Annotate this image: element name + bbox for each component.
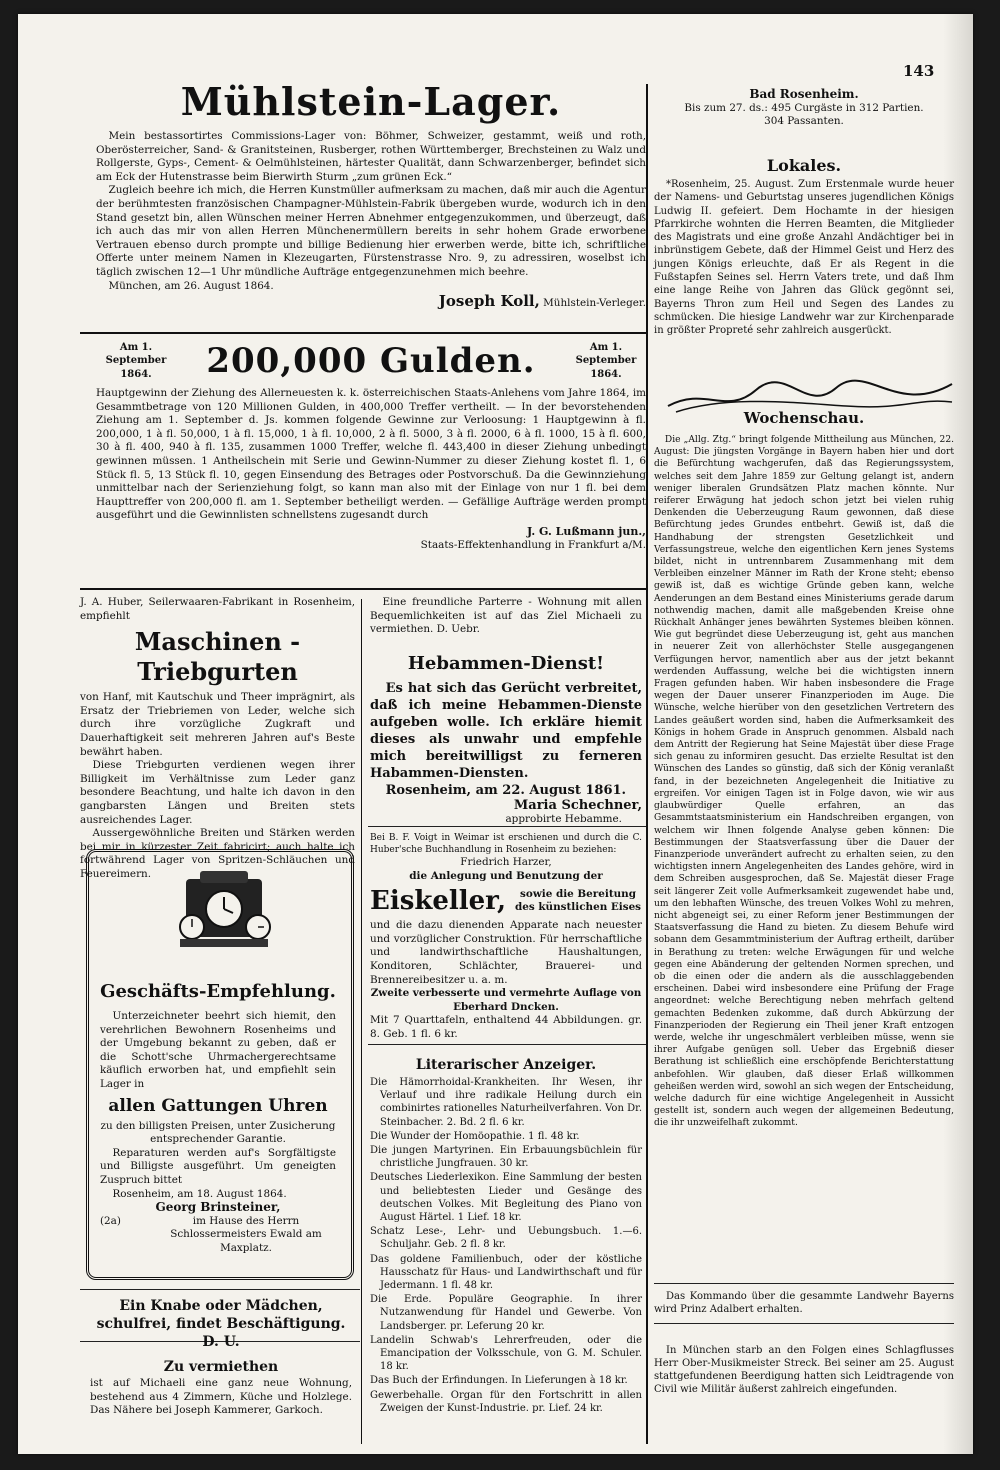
- lit-item: Das goldene Familienbuch, oder der köstliche Hausschatz für Haus- und Landwirthschaft und für Jedermann. 1 fl. 48 kr.: [370, 1253, 642, 1292]
- eiskeller-title-row: [370, 885, 642, 917]
- lit-item: Schatz Lese-, Lehr- und Uebungsbuch. 1.—6. Schuljahr. Geb. 2 fl. 8 kr.: [370, 1226, 642, 1251]
- rule-after-muehlstein: [80, 332, 646, 334]
- lit-item: Das Buch der Erfindungen. In Lieferungen à 18 kr.: [370, 1375, 628, 1387]
- gulden-left-date: Am 1. September 1864.: [105, 341, 167, 380]
- wohnung-text: Eine freundliche Parterre - Wohnung mit allen Bequemlichkeiten ist auf das Ziel Michaeli zu vermiethen. D. Uebr.: [370, 596, 642, 636]
- clock-illustration-icon: [170, 869, 278, 953]
- lit-item: Landelin Schwab's Lehrerfreuden, oder die Emancipation der Volksschule, von G. M. Schuler. 18 kr.: [370, 1334, 642, 1373]
- eiskeller-side: sowie die Bereitung des künstlichen Eises: [515, 887, 642, 914]
- muehlstein-paragraph-2: Zugleich beehre ich mich, die Herren Kunstmüller aufmerksam zu machen, daß mir auch die Agentur der berühmtesten französischen Champagner-Mühlstein-Fabrik übergeben wurde, wodurch ich in den Stand gesetzt bin, allen Wünschen meiner Herren Abnehmer entgegenzukommen, und überzeugt, daß ich auch das mir von allen Herren Münchenermüllern bereits in sehr hohem Grade erworbene Vertrauen ebenso durch prompte und billige Bedienung hier erwerben werde, bitte ich, schriftliche Offerte unter meinem Namen in Klezeugarten, Fürstenstrasse Nro. 9, zu adressiren, woselbst ich täglich zwischen 12—1 Uhr mündliche Aufträge entgegenzunehmen mich beehre.: [96, 184, 646, 278]
- huber-intro: J. A. Huber, Seilerwaaren-Fabrikant in Rosenheim, empfiehlt: [80, 596, 355, 622]
- bad-line2: 304 Passanten.: [764, 115, 844, 128]
- lokales-title: Lokales.: [766, 156, 842, 175]
- lit-item: Die Hämorrhoidal-Krankheiten. Ihr Wesen, ihr Verlauf und ihre radikale Heilung durch ein combinirtes rationelles Naturheilverfahren. Von Dr. Steinbacher. 2. Bd. 2 fl. 6 kr.: [370, 1077, 642, 1128]
- rule-after-eiskeller: [368, 1044, 646, 1045]
- wochenschau-paragraph-1: Die „Allg. Ztg.“ bringt folgende Mittheilung aus München, 22. August: Die jüngsten Vorgänge in Bayern haben hier und dort die Befürchtung wachgerufen, daß das Regierungssystem, welches seit dem Jahre 1859 zur Geltung gelangt ist, andern weniger liberalen Grundsätzen Platz machen könnte. Nur reiferer Erwägung hat jedoch schon jetzt bei vielen ruhig Denkenden die Ueberzeugung Raum gewonnen, daß diese Befürchtung jedes Grundes entbehrt. Gewiß ist, daß die Handhabung der strengsten Gesetzlichkeit und Verfassungstreue, welche den eigentlichen Kern jenes Systems bildet, nicht in untrennbarem Zusammenhang mit dem Verbleiben einzelner Männer im Rath der Krone steht; ebenso gewiß ist, daß es wichtige Gründe geben kann, welche Aenderungen an dem Bestand eines Ministeriums gerade darum nothwendig machen, damit alle maßgebenden Kreise ohne Rückhalt Anhänger jenes bewährten Systemes bleiben können. Wie gut begründet diese Ueberzeugung ist, geht aus manchen in neuerer Zeit von allerhöchster Stelle ausgegangenen Verfügungen hervor, namentlich aber aus der jetzt bekannt werdenden Auffassung, welche bei die wichtigsten innern Fragen gefunden haben. Wir haben insbesondere die Frage wegen der Dauer unserer Finanzperioden im Auge. Die Wünsche, welche hierüber von den gesetzlichen Vertretern des Landes geäußert worden sind, haben die Aufmerksamkeit des Königs in hohem Grade in Anspruch genommen. Alsbald nach dem Antritt der Regierung hat Seine Majestät über diese Frage sich genau zu informiren gesucht. Das erzielte Resultat ist den Wünschen des Landes so günstig, daß sich der König veranlaßt fand, in der bezeichneten Angelegenheit die Initiative zu ergreifen. Vor einigen Tagen ist in Folge davon, wie wir aus glaubwürdiger Quelle erfahren, an das Gesammtstaatsministerium ein Handschreiben ergangen, von welchem wir Ihnen folgende Analyse geben können: Die Bestimmungen der Staatsverfassung über die Dauer der Finanzperiode unverändert aufrecht zu erhalten seien, zu den wichtigsten innern Angelegenheiten des Landes gehöre, wird in dem Schreiben ausgesprochen, daß Se. Majestät dieser Frage seit längerer Zeit volle Aufmerksamkeit zugewendet habe und, um den lebhaften Wünsche, des treuen Volkes Wohl zu mehren, nicht abgeneigt sei, zu einer Reform jener Bestimmungen der Staatsverfassung die Hand zu bieten. Zu diesem Behufe wird sobann dem Gesammtministerium der Auftrag ertheilt, darüber in Berathung zu treten: welche Erwägungen für und welche gegen eine Abänderung der geltenden Normen sprechen, und ob die einen oder die andern als die ausschlaggebenden erscheinen. Dabei wird insbesondere eine Prüfung der Frage angeordnet: welche Berechtigung neben mehrfach geltend gemachten Bedenken zukomme, daß durch Abkürzung der Finanzperioden der Regierung ein Theil jener Kraft entzogen werde, welche ihr ungeschmälert verbleiben müsse, wenn sie ihrer Aufgabe genügen soll. Ueber das Ergebniß dieser Berathung ist schließlich eine erschöpfende Berichterstattung anbefohlen. Wir glauben, daß dieser Erlaß willkommen geheißen werden wird, sowohl an sich wegen der Entscheidung, welche dadurch für eine wichtige Angelegenheit in Aussicht gestellt ist, sondern auch wegen der allgemeinen Bedeutung, die ihr unzweifelhaft zukommt.: [654, 435, 954, 1129]
- column-rule-right: [646, 84, 648, 1444]
- eiskeller-intro: Bei B. F. Voigt in Weimar ist erschienen und durch die C. Huber'sche Buchhandlung in Rosenheim zu beziehen:: [370, 833, 642, 855]
- knabe-ad: [90, 1297, 352, 1351]
- bad-title: Bad Rosenheim.: [749, 87, 859, 101]
- vermiethen-ad: [90, 1357, 352, 1418]
- eiskeller-body: und die dazu dienenden Apparate nach neuester und vorzüglicher Construktion. Für herrschaftliche und landwirthschaftliche Haushaltungen, Konditoren, Schlächter, Brauerei- und Brennereibesitzer u. a. m.: [370, 919, 642, 986]
- literarischer-title: Literarischer Anzeiger.: [415, 1057, 597, 1073]
- bad-rosenheim: [654, 88, 954, 129]
- huber-paragraph-3: Aussergewöhnliche Breiten und Stärken werden bei mir in kürzester Zeit fabricirt; auch halte ich fortwährend Lager von Spritzen-Schläuchen und Feuereimern.: [80, 827, 355, 880]
- uhren-signature: Georg Brinsteiner,: [155, 1200, 281, 1215]
- lokales: [654, 154, 954, 338]
- column-rule-middle: [361, 599, 362, 1444]
- huber-paragraph-2: Diese Triebgurten verdienen wegen ihrer Billigkeit im Verhältnisse zum Leder ganz besondere Beachtung, und halte ich davon in den gangbarsten Längen und Breiten stets ausreichendes Lager.: [80, 759, 355, 826]
- gulden-title: 200,000 Gulden.: [206, 341, 536, 381]
- knabe-text: Ein Knabe oder Mädchen, schulfrei, findet Beschäftigung. D. U.: [96, 1298, 346, 1350]
- uhren-code: (2a): [100, 1214, 121, 1227]
- muehlstein-ad: [96, 80, 646, 311]
- lokales-text: *Rosenheim, 25. August. Zum Erstenmale wurde heuer der Namens- und Geburtstag unseres jugendlichen Königs Ludwig II. gefeiert. Dem Hochamte in der hiesigen Pfarrkirche wohnten die Herren Beamten, die Mitglieder des Magistrats und eine große Anzahl Andächtiger bei in inbrünstigem Gebete, daß der Himmel Geist und Herz des jungen Königs erleuchte, daß Er als Regent in die Fußstapfen Seines sel. Herrn Vaters trete, und daß Ihm eine lange Reihe von Jahren das Glück gegönnt sei, Bayerns Thron zum Heil und Segen des Landes zu schmücken. Die hiesige Landwehr war zur Kirchenparade in größter Propreté sehr zahlreich ausgerückt.: [654, 179, 954, 337]
- rule-after-gulden: [80, 588, 646, 590]
- gulden-signature-sub: Staats-Effektenhandlung in Frankfurt a/M.: [420, 538, 646, 551]
- wohnung-ad: [370, 596, 642, 637]
- lit-item: Deutsches Liederlexikon. Eine Sammlung der besten und beliebtesten Lieder und Gesänge des deutschen Volkes. Mit Begleitung des Piano von August Härtel. 1 Lief. 18 kr.: [370, 1172, 642, 1224]
- lit-item: Die Erde. Populäre Geographie. In ihrer Nutzanwendung für Handel und Gewerbe. Von Landsberger. pr. Leferung 20 kr.: [370, 1294, 642, 1332]
- wochenschau-title: Wochenschau.: [743, 409, 865, 427]
- eiskeller-title: Eiskeller,: [370, 886, 507, 917]
- hebammen-ad: [370, 652, 642, 826]
- uhren-address: im Hause des Herrn Schlossermeisters Ewald am Maxplatz.: [170, 1214, 322, 1254]
- hebammen-text: Es hat sich das Gerücht verbreitet, daß ich meine Hebammen-Dienste aufgeben wolle. Ich erkläre hiemit dieses als unwahr und empfehle mich bereitwilligst zu ferneren Habammen-Diensten.: [370, 681, 642, 781]
- lit-item: Die jungen Martyrinen. Ein Erbauungsbüchlein für christliche Jungfrauen. 30 kr.: [370, 1145, 642, 1170]
- eiskeller-ad: [370, 832, 642, 1042]
- uhren-paragraph-3: Reparaturen werden auf's Sorgfältigste und Billigste ausgeführt. Um geneigten Zuspruch bittet: [100, 1146, 336, 1186]
- uhren-footer: [100, 1215, 336, 1256]
- muehlstein-signature-line: [96, 292, 646, 311]
- gulden-signature: J. G. Lußmann jun.,: [527, 524, 646, 538]
- uhren-title: Geschäfts-Empfehlung.: [100, 981, 336, 1002]
- huber-ad: [80, 596, 355, 882]
- muehlstein-signature-role: Mühlstein-Verleger.: [543, 297, 646, 310]
- eiskeller-line1: die Anlegung und Benutzung der: [409, 869, 603, 882]
- gulden-right-date: Am 1. September 1864.: [575, 341, 637, 380]
- hebammen-role: approbirte Hebamme.: [505, 812, 622, 825]
- huber-title: Maschinen - Triebgurten: [134, 627, 301, 687]
- uhren-paragraph-2: zu den billigsten Preisen, unter Zusicherung entsprechender Garantie.: [100, 1119, 336, 1146]
- eiskeller-pages: Mit 7 Quarttafeln, enthaltend 44 Abbildungen. gr. 8. Geb. 1 fl. 6 kr.: [370, 1014, 642, 1040]
- gulden-body: Hauptgewinn der Ziehung des Allerneuesten k. k. österreichischen Staats-Anlehens vom Jahre 1864, im Gesammtbetrage von 120 Millionen Gulden, in 400,000 Treffer vertheilt. — In der bevorstehenden Ziehung am 1. September d. Js. kommen folgende Gewinne zur Verloosung: 1 Hauptgewinn à fl. 200,000, 1 à fl. 50,000, 1 à fl. 15,000, 1 à fl. 10,000, 2 à fl. 5000, 3 à fl. 2000, 6 à fl. 1000, 15 à fl. 600, 30 à fl. 400, 940 à fl. 135, zusammen 1000 Treffer, welche fl. 443,400 in dieser Ziehung unbedingt gewinnen müssen. 1 Antheilschein mit Serie und Gewinn-Nummer zu dieser Ziehung kostet fl. 1, 6 Stück fl. 5, 13 Stück fl. 10, gegen Einsendung des Betrages oder Postvorschuß. Da die Gewinnziehung unmittelbar nach der Serienziehung folgt, so kann man also mit der Einlage von nur 1 fl. bei dem Haupttreffer von 200,000 fl. am 1. September betheiligt werden. — Gefällige Aufträge werden prompt ausgeführt und die Gewinnlisten schnellstens zugesandt durch: [96, 387, 646, 522]
- muehlstein-dateline: München, am 26. August 1864.: [108, 279, 274, 292]
- rule-after-frame: [80, 1289, 360, 1290]
- eiskeller-edition: Zweite verbesserte und vermehrte Auflage von Eberhard Dncken.: [370, 987, 642, 1013]
- lit-item: Gewerbehalle. Organ für den Fortschritt in allen Zweigen der Kunst-Industrie. pr. Lief. 24 kr.: [370, 1389, 642, 1414]
- huber-paragraph-1: von Hanf, mit Kautschuk und Theer imprägnirt, als Ersatz der Triebriemen von Leder, welche sich durch ihre vorzügliche Zugkraft und Dauerhaftigkeit seit mehreren Jahren auf's Beste bewährt haben.: [80, 691, 355, 758]
- wochenschau-paragraph-3: In München starb an den Folgen eines Schlagflusses Herr Ober-Musikmeister Streck. Bei seiner am 25. August stattgefundenen Beerdigung hatten sich Leidtragende von Civil wie Militär äußerst zahlreich eingefunden.: [654, 1345, 954, 1395]
- gulden-header: [96, 339, 646, 383]
- bad-line1: Bis zum 27. ds.: 495 Curgäste in 312 Partien.: [684, 101, 924, 114]
- rule-wochenschau-2: [654, 1323, 954, 1324]
- page-number: 143: [903, 62, 935, 80]
- wochenschau-paragraph-2: Das Kommando über die gesammte Landwehr Bayerns wird Prinz Adalbert erhalten.: [654, 1291, 954, 1315]
- lit-item: Die Wunder der Homöopathie. 1 fl. 48 kr.: [370, 1130, 580, 1142]
- wochenschau: [654, 406, 954, 1130]
- wochenschau-landwehr: [654, 1290, 954, 1316]
- literarischer-anzeiger: [370, 1054, 642, 1416]
- hebammen-title: Hebammen-Dienst!: [407, 653, 605, 674]
- uhren-ad: [100, 980, 336, 1256]
- uhren-dateline: Rosenheim, am 18. August 1864.: [112, 1187, 287, 1200]
- rule-wochenschau-1: [654, 1283, 954, 1284]
- muehlstein-paragraph-1: Mein bestassortirtes Commissions-Lager von: Böhmer, Schweizer, gestammt, weiß und roth, Oberösterreicher, Sand- & Granitsteinen, Rusberger, rothen Württemberger, Brechsteinen zu Walz und Rollgerste, Gyps-, Cement- & Oelmühlsteinen, härtester Qualität, dann Schwarzenberger, befindet sich am Eck der Hutenstrasse beim Bierwirth Sturm „zum grünen Eck.“: [96, 130, 646, 183]
- newspaper-page: [18, 14, 973, 1454]
- muehlstein-title: Mühlstein-Lager.: [180, 79, 562, 124]
- uhren-headline: allen Gattungen Uhren: [108, 1095, 328, 1116]
- vermiethen-title: Zu vermiethen: [163, 1359, 279, 1375]
- gulden-ad: [96, 339, 646, 552]
- vermiethen-text: ist auf Michaeli eine ganz neue Wohnung, bestehend aus 4 Zimmern, Küche und Holzlege. Das Nähere bei Joseph Kammerer, Garkoch.: [90, 1377, 352, 1417]
- wochenschau-streck: [654, 1344, 954, 1396]
- hebammen-dateline: Rosenheim, am 22. August 1861.: [385, 783, 627, 798]
- hebammen-signature: Maria Schechner,: [513, 798, 642, 813]
- muehlstein-signature: Joseph Koll,: [438, 292, 540, 311]
- eiskeller-author: Friedrich Harzer,: [460, 856, 552, 868]
- uhren-paragraph-1: Unterzeichneter beehrt sich hiemit, den verehrlichen Bewohnern Rosenheims und der Umgebung bekannt zu geben, daß er die Schott'sche Uhrmachergerechtsame käuflich erworben hat, und empfiehlt sein Lager in: [100, 1010, 336, 1090]
